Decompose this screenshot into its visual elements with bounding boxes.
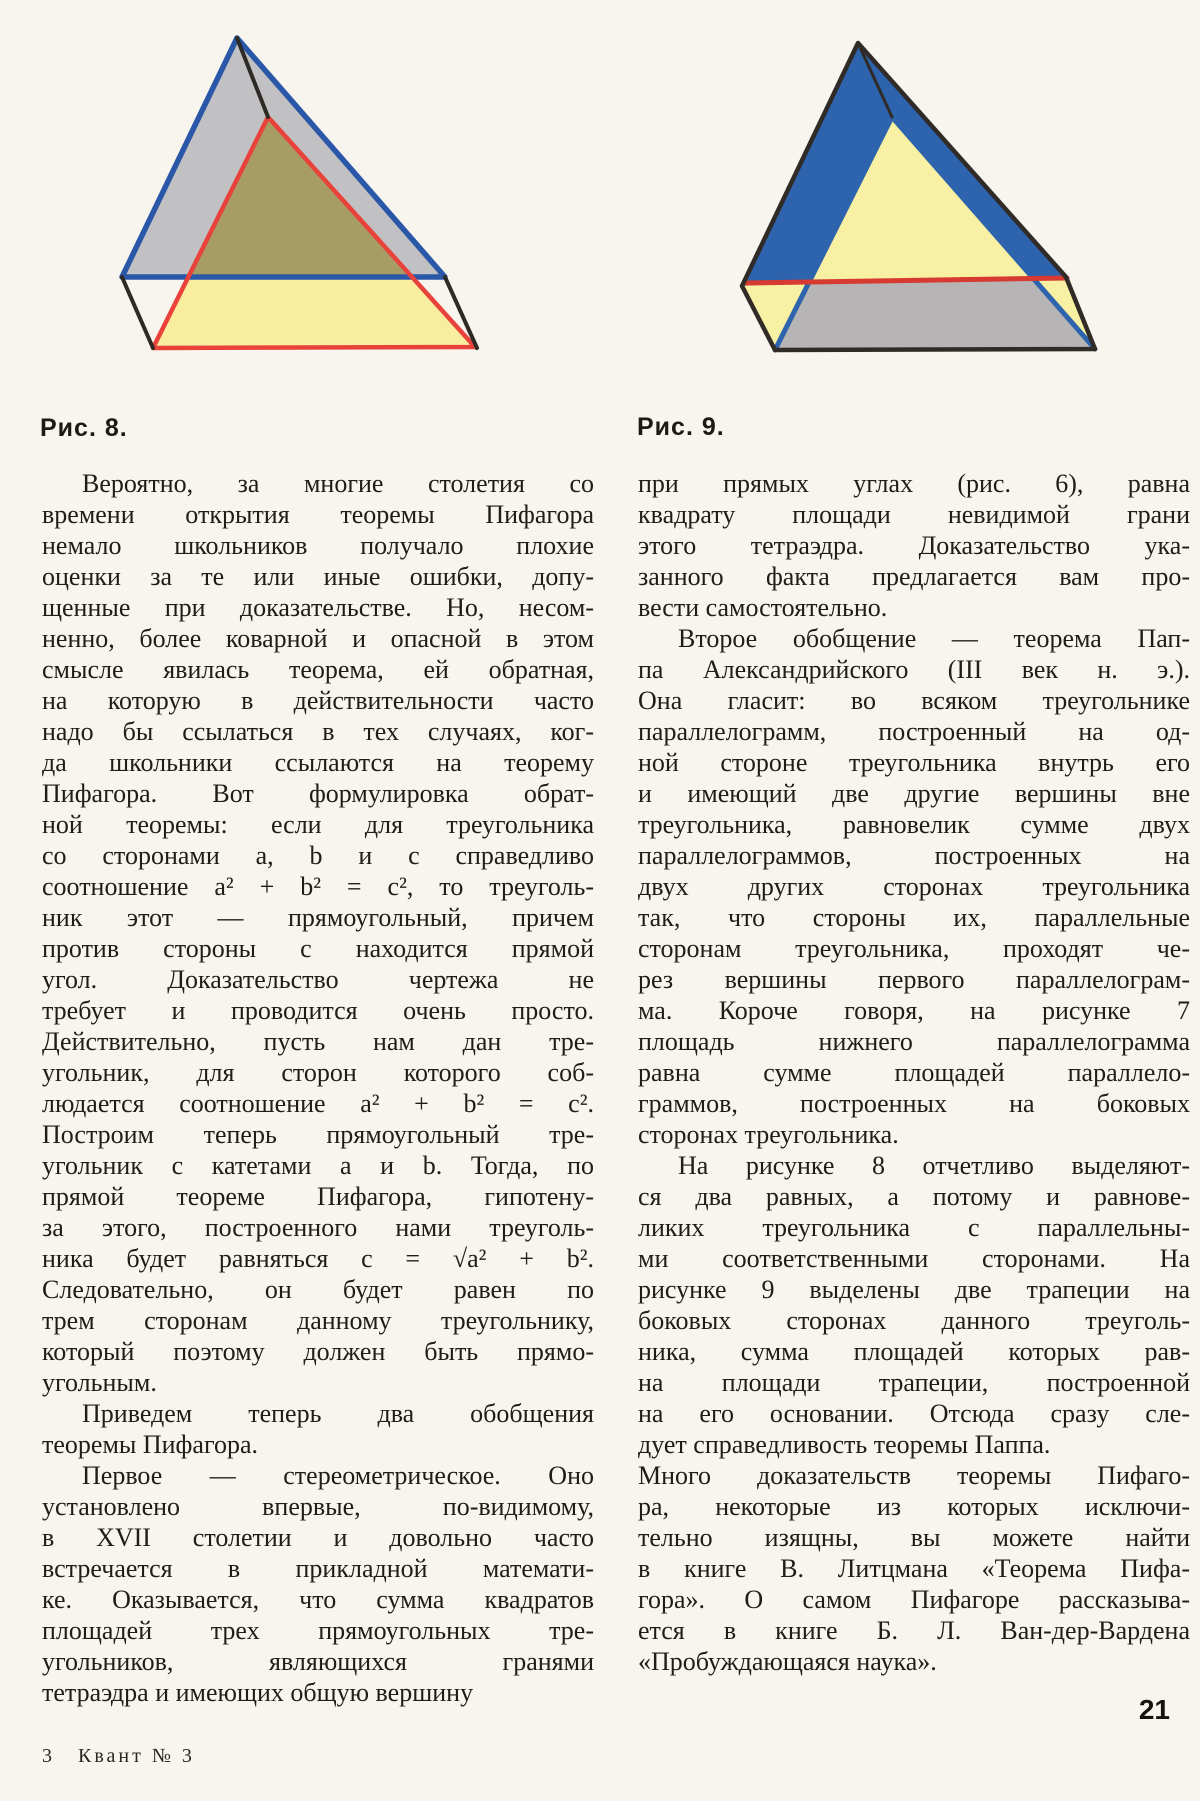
text-line: соотношение a² + b² = c², то треуголь- [42, 872, 594, 901]
text-line: против стороны c находится прямой [42, 934, 594, 963]
figure-8-caption: Рис. 8. [40, 414, 128, 442]
paragraph [42, 468, 594, 1398]
text-line: ной стороне треугольника внутрь его [638, 748, 1190, 777]
text-line: сторонах треугольника. [638, 1120, 899, 1149]
text-line: площадь нижнего параллелограмма [638, 1027, 1190, 1056]
text-line: Вероятно, за многие столетия со [82, 469, 594, 498]
text-column-left [42, 468, 594, 1708]
text-line: требует и проводится очень просто. [42, 996, 594, 1025]
text-line: ке. Оказывается, что сумма квадратов [42, 1585, 594, 1614]
text-line: установлено впервые, по-видимому, [42, 1492, 594, 1521]
text-line: равна сумме площадей параллело- [638, 1058, 1190, 1087]
text-line: ник этот — прямоугольный, причем [42, 903, 594, 932]
paragraph [638, 1150, 1190, 1460]
paragraph [42, 1460, 594, 1708]
text-line: ликих треугольника с параллельны- [638, 1213, 1190, 1242]
fig8-lower-yellow-region [153, 277, 475, 348]
text-line: Действительно, пусть нам дан тре- [42, 1027, 594, 1056]
text-line: в XVII столетии и довольно часто [42, 1523, 594, 1552]
text-line: вести самостоятельно. [638, 593, 888, 622]
text-line: ра, некоторые из которых исключи- [638, 1492, 1190, 1521]
text-line: двух других сторонах треугольника [638, 872, 1190, 901]
text-line: ся два равных, а потому и равнове- [638, 1182, 1190, 1211]
text-line: Построим теперь прямоугольный тре- [42, 1120, 594, 1149]
figure-8-drawing [90, 18, 500, 363]
text-line: прямой теореме Пифагора, гипотену- [42, 1182, 594, 1211]
text-line: так, что стороны их, параллельные [638, 903, 1190, 932]
text-line: тельно изящны, вы можете найти [638, 1523, 1190, 1552]
paragraph [638, 468, 1190, 623]
text-line: дует справедливость теоремы Паппа. [638, 1430, 1051, 1459]
text-line: ной теоремы: если для треугольника [42, 810, 594, 839]
text-line: параллелограммов, построенных на [638, 841, 1190, 870]
text-line: при прямых углах (рис. 6), равна [638, 469, 1190, 498]
text-line: сторонам треугольника, проходят че- [638, 934, 1190, 963]
text-line: угольников, являющихся гранями [42, 1647, 594, 1676]
text-line: смысле явилась теорема, ей обратная, [42, 655, 594, 684]
text-line: и имеющий две другие вершины вне [638, 779, 1190, 808]
paragraph [42, 1398, 594, 1460]
text-line: угол. Доказательство чертежа не [42, 965, 594, 994]
text-line: немало школьников получало плохие [42, 531, 594, 560]
paragraph [638, 1460, 1190, 1677]
text-line: надо бы ссылаться в тех случаях, ког- [42, 717, 594, 746]
text-line: боковых сторонах данного треуголь- [638, 1306, 1190, 1335]
text-line: на которую в действительности часто [42, 686, 594, 715]
text-line: па Александрийского (III век н. э.). [638, 655, 1190, 684]
text-line: оценки за те или иные ошибки, допу- [42, 562, 594, 591]
text-line: треугольника, равновелик сумме двух [638, 810, 1190, 839]
text-line: теоремы Пифагора. [42, 1430, 258, 1459]
text-line: ма. Короче говоря, на рисунке 7 [638, 996, 1190, 1025]
text-line: времени открытия теоремы Пифагора [42, 500, 594, 529]
text-line: граммов, построенных на боковых [638, 1089, 1190, 1118]
text-line: параллелограмм, построенный на од- [638, 717, 1190, 746]
text-line: который поэтому должен быть прямо- [42, 1337, 594, 1366]
text-line: ется в книге Б. Л. Ван-дер-Вардена [638, 1616, 1190, 1645]
paragraph [638, 623, 1190, 1150]
text-line: этого тетраэдра. Доказательство ука- [638, 531, 1190, 560]
text-line: угольник, для сторон которого соб- [42, 1058, 594, 1087]
text-line: ника будет равняться c = √a² + b². [42, 1244, 594, 1273]
text-line: ми соответственными сторонами. На [638, 1244, 1190, 1273]
text-line: Первое — стереометрическое. Оно [82, 1461, 594, 1490]
text-line: Приведем теперь два обобщения [82, 1399, 594, 1428]
text-column-right [638, 468, 1190, 1677]
text-line: Второе обобщение — теорема Пап- [678, 624, 1190, 653]
text-line: встречается в прикладной математи- [42, 1554, 594, 1583]
text-line: Много доказательств теоремы Пифаго- [638, 1461, 1190, 1490]
text-line: ненно, более коварной и опасной в этом [42, 624, 594, 653]
figure-9-drawing [700, 25, 1120, 365]
text-line: щенные при доказательстве. Но, несом- [42, 593, 594, 622]
text-line: тетраэдра и имеющих общую вершину [42, 1678, 474, 1707]
text-line: угольным. [42, 1368, 157, 1397]
printer-signature-line [42, 1745, 195, 1768]
text-line: квадрату площади невидимой грани [638, 500, 1190, 529]
text-line: со сторонами a, b и c справедливо [42, 841, 594, 870]
text-line: да школьники ссылаются на теорему [42, 748, 594, 777]
text-line: На рисунке 8 отчетливо выделяют- [678, 1151, 1190, 1180]
signature-number: 3 [42, 1745, 52, 1767]
text-line: занного факта предлагается вам про- [638, 562, 1190, 591]
text-line: людается соотношение a² + b² = c². [42, 1089, 594, 1118]
text-line: за этого, построенного нами треуголь- [42, 1213, 594, 1242]
journal-title: Квант № 3 [78, 1745, 195, 1767]
figure-9-caption: Рис. 9. [637, 413, 725, 441]
text-line: площадей трех прямоугольных тре- [42, 1616, 594, 1645]
text-line: Она гласит: во всяком треугольнике [638, 686, 1190, 715]
text-line: Пифагора. Вот формулировка обрат- [42, 779, 594, 808]
text-line: рисунке 9 выделены две трапеции на [638, 1275, 1190, 1304]
text-line: трем сторонам данному треугольнику, [42, 1306, 594, 1335]
text-line: Следовательно, он будет равен по [42, 1275, 594, 1304]
text-line: в книге В. Литцмана «Теорема Пифа- [638, 1554, 1190, 1583]
text-line: на его основании. Отсюда сразу сле- [638, 1399, 1190, 1428]
text-line: угольник с катетами a и b. Тогда, по [42, 1151, 594, 1180]
text-line: рез вершины первого параллелограм- [638, 965, 1190, 994]
text-line: на площади трапеции, построенной [638, 1368, 1190, 1397]
text-line: гора». О самом Пифагоре рассказыва- [638, 1585, 1190, 1614]
text-line: ника, сумма площадей которых рав- [638, 1337, 1190, 1366]
page-number: 21 [1138, 1694, 1170, 1725]
text-line: «Пробуждающаяся наука». [638, 1647, 937, 1676]
